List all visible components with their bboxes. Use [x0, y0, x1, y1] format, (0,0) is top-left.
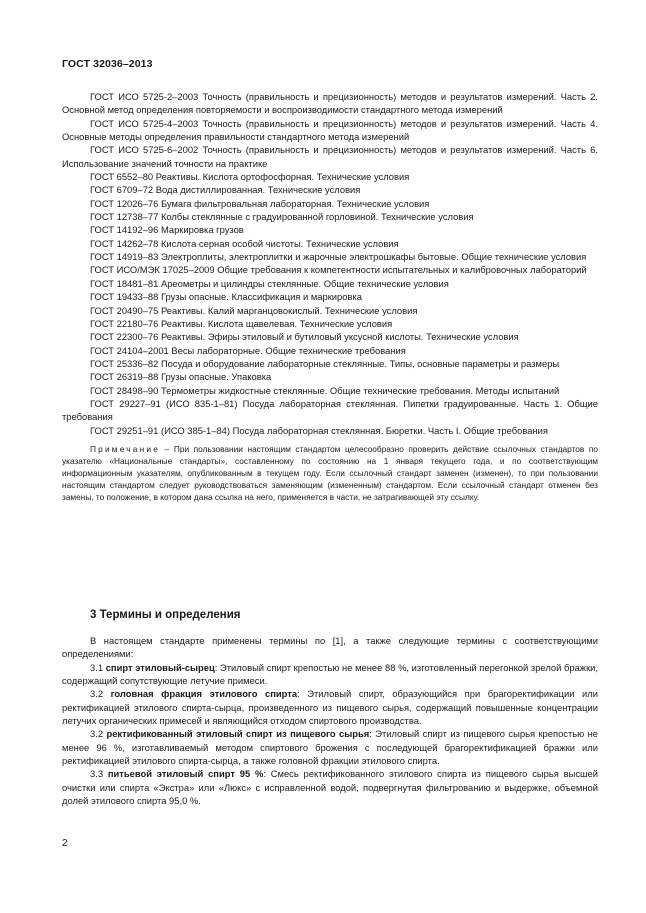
reference-item: ГОСТ ИСО 5725-4–2003 Точность (правильность и прецизионность) методов и результатов измерений. Часть 4. Основные методы определения правильности стандартного метода измерений [62, 117, 598, 143]
term-number: 3.2 [90, 688, 104, 700]
term-definition: : Этиловый спирт крепостью не менее 88 %, изготовленный перегонкой зрелой бражки, содержащий сопутствующие летучие примеси. [62, 661, 599, 687]
reference-item: ГОСТ 29227–91 (ИСО 835-1–81) Посуда лабораторная стеклянная. Пипетки градуированные. Часть 1. Общие требования [62, 397, 598, 423]
term-number: 3.2 [90, 728, 104, 740]
reference-item: ГОСТ 14262–78 Кислота серная особой чистоты. Технические условия [90, 237, 399, 249]
term-entry [62, 767, 598, 807]
note-text: – При пользовании настоящим стандартом целесообразно проверить действие ссылочных стандартов по указателю «Национальные стандарты», составленному по состоянию на 1 января текущего года, и по соответствующим информационным указателям, опубликованным в текущем году. Если ссылочный стандарт заменен (изменен), то при пользовании настоящим стандартом следует руководствоваться заменяющим (измененным) стандартом. Если ссылочный стандарт отменен без замены, то положение, в котором дана ссылка на него, применяется в части, не затрагивающей эту ссылку. [62, 443, 598, 503]
term-entry [62, 661, 598, 688]
section-title: 3 Термины и определения [90, 609, 241, 621]
note-label: Примечание [90, 443, 161, 454]
note-paragraph [62, 443, 598, 503]
reference-item: ГОСТ ИСО/МЭК 17025–2009 Общие требования к компетентности испытательных и калибровочных лабораторий [90, 264, 587, 276]
reference-item: ГОСТ 22300–76 Реактивы. Эфиры этиловый и бутиловый уксусной кислоты. Технические условия [90, 331, 519, 343]
reference-item: ГОСТ 12026–76 Бумага фильтровальная лабораторная. Технические условия [90, 197, 430, 209]
reference-item: ГОСТ 29251–91 (ИСО 385-1–84) Посуда лабораторная стеклянная. Бюретки. Часть I. Общие требования [90, 424, 548, 436]
term-definition: : Этиловый спирт, образующийся при брагоректификации или ректификацией этилового спирта-сырца, произведенного из пищевого сырья, содержащий повышенные концентрации летучих органических примесей и являющийся отходом спиртового производства. [62, 688, 598, 727]
section-intro: В настоящем стандарте применены термины по [1], а также следующие термины с соответствующими определениями: [62, 635, 598, 660]
term-name: головная фракция этилового спирта [110, 688, 298, 700]
term-definition: : Смесь ректификованного этилового спирта из пищевого сырья высшей очистки или спирта «Экстра» или «Люкс» с исправленной водой, подвергнутая фильтрованию и выдержке, объемной долей этилового спирта 95,0 %. [62, 768, 598, 807]
reference-item: ГОСТ 22180–76 Реактивы. Кислота щавелевая. Технические условия [90, 317, 393, 329]
reference-item: ГОСТ 18481–81 Ареометры и цилиндры стеклянные. Общие технические условия [90, 277, 449, 289]
reference-item: ГОСТ 6552–80 Реактивы. Кислота ортофосфорная. Технические условия [90, 171, 410, 183]
reference-item: ГОСТ 14192–96 Маркировка грузов [90, 224, 244, 236]
normative-references [62, 90, 598, 503]
term-definition: : Этиловый спирт из пищевого сырья крепостью не менее 96 %, изготавливаемый методом спиртового брожения с последующей брагоректификацией бражки или ректификацией этилового спирта-сырца, а также головной фракции этилового спирта. [62, 728, 598, 767]
reference-note [62, 443, 598, 503]
term-number: 3.3 [90, 768, 104, 780]
reference-item: ГОСТ ИСО 5725-6–2002 Точность (правильность и прецизионность) методов и результатов измерений. Часть 6. Использование значений точности на практике [62, 144, 598, 169]
reference-item: ГОСТ 25336–82 Посуда и оборудование лабораторные стеклянные. Типы, основные параметры и размеры [90, 357, 560, 369]
term-name: спирт этиловый-сырец [105, 661, 215, 673]
term-number: 3.1 [90, 661, 104, 673]
reference-item: ГОСТ 19433–88 Грузы опасные. Классификация и маркировка [90, 291, 362, 303]
term-entry [62, 687, 598, 727]
terms-section [62, 634, 598, 807]
reference-item: ГОСТ ИСО 5725-2–2003 Точность (правильность и прецизионность) методов и результатов измерений. Часть 2. Основной метод определения повторяемости и воспроизводимости стандартного метода измерений [62, 91, 598, 116]
page-number: 2 [62, 838, 68, 849]
term-entry [62, 727, 598, 767]
reference-item: ГОСТ 20490–75 Реактивы. Калий марганцовокислый. Технические условия [90, 304, 418, 316]
reference-item: ГОСТ 6709–72 Вода дистиллированная. Технические условия [90, 184, 361, 196]
term-name: питьевой этиловый спирт 95 % [107, 768, 264, 780]
term-name: ректификованный этиловый спирт из пищевого сырья [106, 728, 370, 740]
reference-item: ГОСТ 28498–90 Термометры жидкостные стеклянные. Общие технические требования. Методы испытаний [90, 384, 560, 396]
reference-item: ГОСТ 26319–88 Грузы опасные. Упаковка [90, 371, 272, 383]
reference-item: ГОСТ 14919–83 Электроплиты, электроплитки и жарочные электрошкафы бытовые. Общие технические условия [90, 251, 587, 263]
reference-item: ГОСТ 24104–2001 Весы лабораторные. Общие технические требования [90, 344, 406, 356]
reference-item: ГОСТ 12738–77 Колбы стеклянные с градуированной горловиной. Технические условия [90, 211, 474, 223]
document-code-header: ГОСТ 32036–2013 [62, 58, 153, 70]
